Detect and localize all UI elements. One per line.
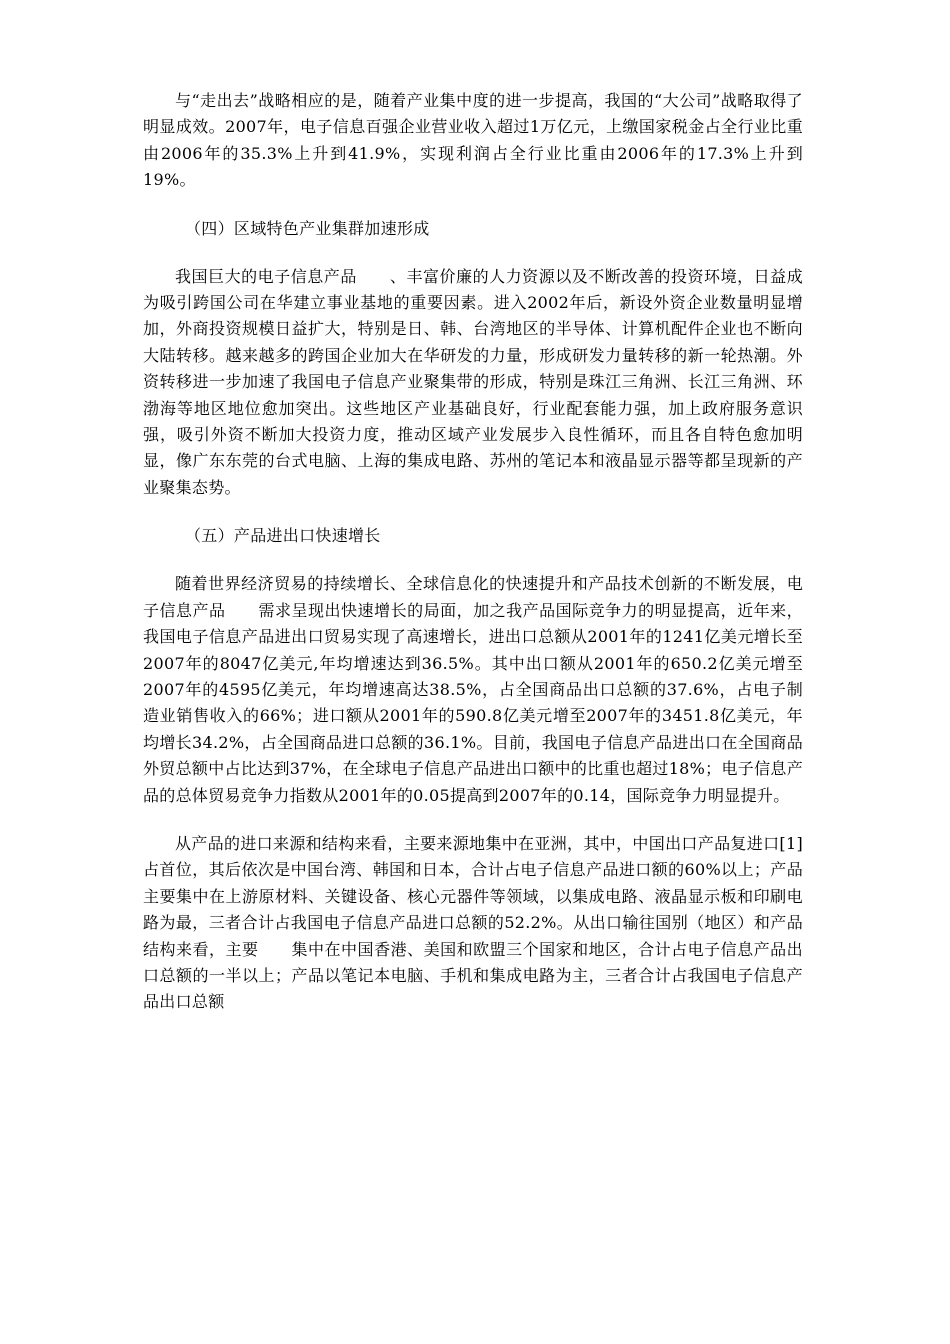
section-heading-5: （五）产品进出口快速增长 — [185, 526, 381, 546]
paragraph-import-sources: 从产品的进口来源和结构来看，主要来源地集中在亚洲，其中，中国出口产品复进口[1]占首位，其后依次是中国台湾、韩国和日本，合计占电子信息产品进口额的60%以上；产品主要集中在上游原材料、关键设备、核心元器件等领域，以集成电路、液晶显示板和印刷电路为最，三者合计占我国电子信息产品进口总额的52.2%。从出口输往国别（地区）和产品结构来看，主要 集中在中国香港、美国和欧盟三个国家和地区，合计占电子信息产品出口总额的一半以上；产品以笔记本电脑、手机和集成电路为主，三者合计占我国电子信息产品出口总额 — [143, 833, 803, 1012]
paragraph-regional-clusters: 我国巨大的电子信息产品 、丰富价廉的人力资源以及不断改善的投资环境，日益成为吸引跨国公司在华建立事业基地的重要因素。进入2002年后，新设外资企业数量明显增加，外商投资规模日益扩大，特别是日、韩、台湾地区的半导体、计算机配件企业也不断向大陆转移。越来越多的跨国企业加大在华研发的力量，形成研发力量转移的新一轮热潮。外资转移进一步加速了我国电子信息产业聚集带的形成，特别是珠江三角洲、长江三角洲、环渤海等地区地位愈加突出。这些地区产业基础良好，行业配套能力强，加上政府服务意识强，吸引外资不断加大投资力度，推动区域产业发展步入良性循环，而且各自特色愈加明显，像广东东莞的台式电脑、上海的集成电路、苏州的笔记本和液晶显示器等都呈现新的产业聚集态势。 — [143, 266, 803, 497]
section-heading-4: （四）区域特色产业集群加速形成 — [185, 218, 430, 238]
paragraph-import-export-growth: 随着世界经济贸易的持续增长、全球信息化的快速提升和产品技术创新的不断发展，电子信息产品 需求呈现出快速增长的局面，加之我产品国际竞争力的明显提高，近年来，我国电子信息产品进出口贸易实现了高速增长，进出口总额从2001年的1241亿美元增长至2007年的8047亿美元,年均增速达到36.5%。其中出口额从2001年的650.2亿美元增至2007年的4595亿美元，年均增速高达38.5%，占全国商品出口总额的37.6%，占电子制造业销售收入的66%；进口额从2001年的590.8亿美元增至2007年的3451.8亿美元，年均增长34.2%，占全国商品进口总额的36.1%。目前，我国电子信息产品进出口在全国商品外贸总额中占比达到37%，在全球电子信息产品进出口额中的比重也超过18%；电子信息产品的总体贸易竞争力指数从2001年的0.05提高到2007年的0.14，国际竞争力明显提升。 — [143, 574, 803, 805]
document-page — [143, 88, 803, 1016]
paragraph-big-company-strategy: 与“走出去”战略相应的是，随着产业集中度的进一步提高，我国的“大公司”战略取得了明显成效。2007年，电子信息百强企业营业收入超过1万亿元，上缴国家税金占全行业比重由2006年的35.3%上升到41.9%，实现利润占全行业比重由2006年的17.3%上升到19%。 — [143, 91, 803, 190]
